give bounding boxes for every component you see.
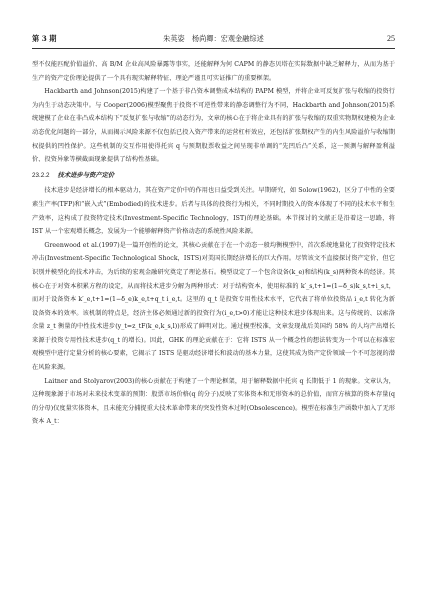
paragraph: 型不仅能匹配价值溢价、高 B/M 企业高风险暴露等事实，还能解释为何 CAPM 的静态贝塔在实际数据中缺乏解释力，从而为基于生产的资产定价理论提供了一个具有现实解释特征、理论严谨且可实证推广的重要框架。 <box>32 61 395 82</box>
paragraph: Hackbarth and Johnson(2015)构建了一个基于非凸资本调整成本结构的 PAPM 模型，并将企业可反复扩张与收缩的投资行为内生于动态决策中。与 Cooper(2006)模型聚焦于投资不可逆性带来的静态调整行为不同，Hackbarth and Johnson(2015)系统建模了企业在非凸成本结构下“反复扩张与收缩”的动态行为，文章的核心在于将企业具有的扩张与收缩的双重实物期权建模为企业动态优化问题的一部分，从而揭示风险来源不仅包括已投入资产带来的运营杠杆效应，还包括扩张期权产生的内生风险溢价与收缩期权提供的凹性保护。这些机制的交互作用使得托宾 q 与预期股票收益之间呈现非单调的“先凹后凸”关系，这一预测与解释盈利溢价、投资异象等横截面现象提供了结构性基础。 <box>32 88 395 164</box>
running-header <box>32 34 395 46</box>
paragraph: Greenwood et al.(1997)是一篇开创性的论文，其核心贡献在于在一个动态一般均衡模型中，首次系统地量化了投资特定技术冲击(Investment-Specific Technological Shock，ISTS)对美国长期经济增长的巨大作用。尽管该文不直接探讨资产定价，但它识别并模型化的技术冲击，为后续的宏观金融研究奠定了理论基石。模型设定了一个包含设备(k_e)和结构(k_s)两种资本的经济。其核心在于对资本积累方程的设定，从而将技术进步分解为两种形式：对于结构资本，使用标准的 k′_s,t+1=(1−δ_s)k_s,t+i_s,t，而对于设备资本 k′_e,t+1=(1−δ_e)k_e,t+q_t i_e,t。这里的 q_t 是投资专用性技术水平，它代表了将单位投资品 i_e,t 转化为新设备资本的效率。该机制的特点是，经济主体必须通过新的投资行为(i_e,t>0)才能让这种技术进步体现出来。这与传统的、以索洛余量 z_t 衡量的中性技术进步(y_t=z_tF(k_e,k_s,l))形成了鲜明对比。通过模型校准，文章发现战后美国约 58% 的人均产出增长来源于投资专用性技术进步(q_t 的增长)。因此，GHK 的理论贡献在于：它将 ISTS 从一个概念性的想法转变为一个可以在标准宏观模型中进行定量分析的核心要素，它揭示了 ISTS 是驱动经济增长和波动的基本力量，这使其成为资产定价领域一个不可忽视的潜在风险来源。 <box>32 241 395 372</box>
section-title: 技术进步与资产定价 <box>57 171 115 179</box>
paragraph: 技术进步是经济增长的根本驱动力，其在资产定价中的作用也日益受到关注。早期研究，如 Solow(1962)，区分了中性的全要素生产率(TFP)和“嵌入式”(Embodied)的技术进步。后者与具体的投资行为相关，不同时期投入的资本体现了不同的技术水平和生产效率，这构成了投资特定技术(Investment-Specific Technology，IST)的理论基础。本节探讨的文献正是沿着这一思路，将 IST 从一个宏观增长概念，发展为一个能够解释资产价格动态的系统性风险来源。 <box>32 187 395 236</box>
header-rule <box>32 48 395 49</box>
paragraph: Laitner and Stolyarov(2003)的核心贡献在于构建了一个理论框架，用于解释数据中托宾 q 长期低于 1 的现象。文章认为，这种现象源于市场对未来技术变革的预期：股票市场价格(q 的分子)反映了实体资本和无形资本的总价值，而官方核算的资本存量(q 的分母)仅度量实体资本，且未能充分捕捉重大技术革命带来的突发性资本过时(Obsolescence)。模型在标准生产函数中加入了无形资本 A_t： <box>32 377 395 426</box>
body-text <box>32 58 395 429</box>
issue-label: 第 3 期 <box>32 34 57 43</box>
section-number: 23.2.2 <box>32 171 50 179</box>
running-title: 朱英姿 杨尚卿：宏观金融综述 <box>163 34 264 43</box>
page-number: 25 <box>387 34 395 43</box>
section-heading <box>32 169 395 183</box>
